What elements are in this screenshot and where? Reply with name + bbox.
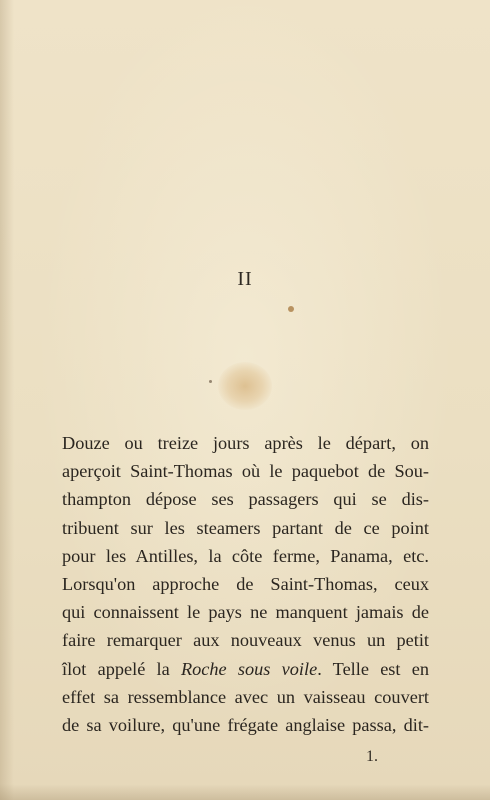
text-line: Douze ou treize jours après le départ, on — [62, 433, 429, 453]
text-line: aperçoit Saint-Thomas où le paquebot de Sou- — [62, 461, 429, 482]
text-segment: . Telle est en — [317, 658, 429, 679]
text-line: faire remarquer aux nouveaux venus un petit — [62, 630, 429, 651]
text-line: de sa voilure, qu'une frégate anglaise passa, dit- — [62, 715, 429, 736]
text-line: qui connaissent le pays ne manquent jamais de — [62, 602, 429, 623]
foxing-spot — [288, 306, 294, 312]
text-line: pour les Antilles, la côte ferme, Panama, etc. — [62, 545, 429, 566]
italic-phrase: Roche sous voile — [181, 658, 318, 679]
text-segment: îlot appelé la — [62, 658, 181, 679]
text-line: effet sa ressemblance avec un vaisseau couvert — [62, 686, 429, 707]
text-line-with-italic — [62, 655, 429, 683]
text-line: Lorsqu'on approche de Saint-Thomas, ceux — [62, 574, 429, 595]
text-line: tribuent sur les steamers partant de ce point — [62, 517, 429, 538]
page-edge-shadow-bottom — [0, 784, 490, 800]
page-edge-shadow-left — [0, 0, 14, 800]
foxing-speck — [209, 380, 212, 383]
body-paragraph — [62, 429, 429, 739]
foxing-stain — [218, 362, 272, 410]
signature-mark: 1. — [366, 748, 378, 765]
chapter-number: II — [237, 268, 253, 290]
text-line: thampton dépose ses passagers qui se dis- — [62, 489, 429, 510]
